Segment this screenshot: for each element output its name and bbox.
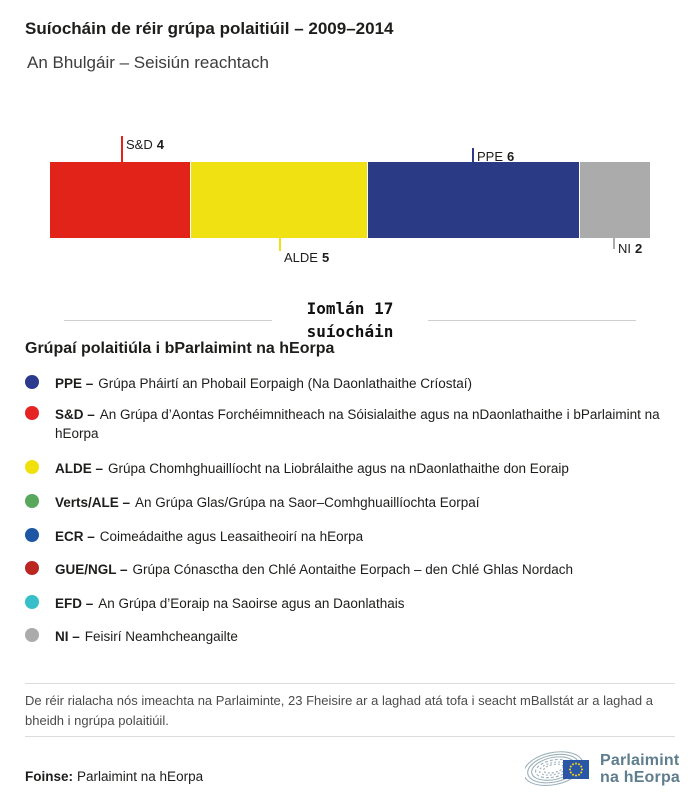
- divider-line-right: [428, 320, 636, 321]
- bar-segment-sd: [50, 162, 190, 238]
- callout-alde-value: 5: [321, 250, 330, 265]
- callout-label-sd: [126, 137, 164, 152]
- footnote-text: De réir rialacha nós imeachta na Parlaiminte, 23 Fheisire ar a laghad atá tofa i seacht mBallstát ar a laghad a bheidh i ngrúpa polaitiúil.: [25, 693, 653, 728]
- bar-segment-ni: [580, 162, 650, 238]
- legend-item-ppe: [25, 374, 680, 393]
- seat-bar: [50, 162, 650, 238]
- callout-label-alde: [284, 250, 329, 265]
- legend-heading: Grúpaí polaitiúla i bParlaimint na hEorpa: [25, 340, 335, 357]
- callout-label-ppe: [477, 149, 514, 164]
- eu-flag-icon: [563, 760, 589, 779]
- verts-ale-color-dot-icon: [25, 494, 39, 508]
- legend-desc: Coimeádaithe agus Leasaitheoirí na hEorpa: [99, 529, 364, 544]
- ecr-color-dot-icon: [25, 528, 39, 542]
- legend-desc: Grúpa Chomhghuaillíocht na Liobrálaithe agus na nDaonlathaithe don Eoraip: [108, 461, 569, 476]
- legend-abbr: S&D –: [55, 407, 95, 422]
- legend-desc: Feisirí Neamhcheangailte: [84, 629, 238, 644]
- efd-color-dot-icon: [25, 595, 39, 609]
- callout-tick-ni: [613, 238, 615, 249]
- callout-ni-name: NI: [618, 241, 631, 256]
- legend-desc: Grúpa Cónasctha den Chlé Aontaithe Eorpach – den Chlé Ghlas Nordach: [132, 562, 574, 577]
- hemicycle-icon: [525, 739, 597, 794]
- gue-ngl-color-dot-icon: [25, 561, 39, 575]
- total-seats-line1: Iomlán 17: [306, 299, 394, 318]
- legend-item-alde: [25, 459, 680, 478]
- legend-desc: An Grúpa Glas/Grúpa na Saor–Comhghuaillíochta Eorpaí: [135, 495, 480, 510]
- footnote-divider-bottom: [25, 736, 675, 737]
- legend-abbr: NI –: [55, 629, 80, 644]
- callout-tick-sd: [121, 136, 123, 162]
- total-seats-label: [250, 297, 450, 343]
- callout-ppe-value: 6: [507, 149, 515, 164]
- source-label: Foinse:: [25, 769, 74, 784]
- footnote-divider-top: [25, 683, 675, 684]
- callout-ni-value: 2: [635, 241, 643, 256]
- legend-item-ni: [25, 627, 680, 646]
- page-subtitle: An Bhulgáir – Seisiún reachtach: [27, 53, 269, 72]
- sd-color-dot-icon: [25, 406, 39, 420]
- bar-segment-ppe: [368, 162, 579, 238]
- legend-abbr: Verts/ALE –: [55, 495, 131, 510]
- legend-item-sd: [25, 405, 680, 443]
- legend-item-verts-ale: [25, 493, 680, 512]
- bar-segment-alde: [191, 162, 367, 238]
- legend-desc: An Grúpa d’Aontas Forchéimnitheach na Sóisialaithe agus na nDaonlathaithe i bParlaimint na hEorpa: [55, 407, 660, 441]
- callout-tick-ppe: [472, 148, 474, 162]
- page-title: Suíocháin de réir grúpa polaitiúil – 2009–2014: [25, 19, 394, 38]
- ep-logo: [525, 739, 685, 794]
- legend-desc: An Grúpa d’Eoraip na Saoirse agus an Daonlathais: [98, 596, 405, 611]
- ep-logo-line1: Parlaimint: [600, 752, 680, 769]
- total-seats-line2: suíocháin: [306, 322, 394, 341]
- legend-abbr: EFD –: [55, 596, 94, 611]
- legend-item-gue-ngl: [25, 560, 680, 579]
- ep-logo-wordmark: [600, 752, 680, 786]
- legend-item-efd: [25, 594, 680, 613]
- source-line: [25, 769, 203, 784]
- callout-alde-name: ALDE: [284, 250, 318, 265]
- source-value: Parlaimint na hEorpa: [77, 769, 204, 784]
- legend-abbr: GUE/NGL –: [55, 562, 128, 577]
- callout-ppe-name: PPE: [477, 149, 504, 164]
- legend-item-ecr: [25, 527, 680, 546]
- ppe-color-dot-icon: [25, 375, 39, 389]
- ep-logo-line2: na hEorpa: [600, 769, 681, 786]
- callout-tick-alde: [279, 238, 281, 251]
- legend-abbr: PPE –: [55, 376, 94, 391]
- callout-sd-name: S&D: [126, 137, 153, 152]
- callout-sd-value: 4: [156, 137, 164, 152]
- alde-color-dot-icon: [25, 460, 39, 474]
- legend-desc: Grúpa Pháirtí an Phobail Eorpaigh (Na Daonlathaithe Críostaí): [98, 376, 472, 391]
- legend-abbr: ALDE –: [55, 461, 104, 476]
- callout-label-ni: [618, 241, 642, 256]
- ni-color-dot-icon: [25, 628, 39, 642]
- legend-abbr: ECR –: [55, 529, 95, 544]
- divider-line-left: [64, 320, 272, 321]
